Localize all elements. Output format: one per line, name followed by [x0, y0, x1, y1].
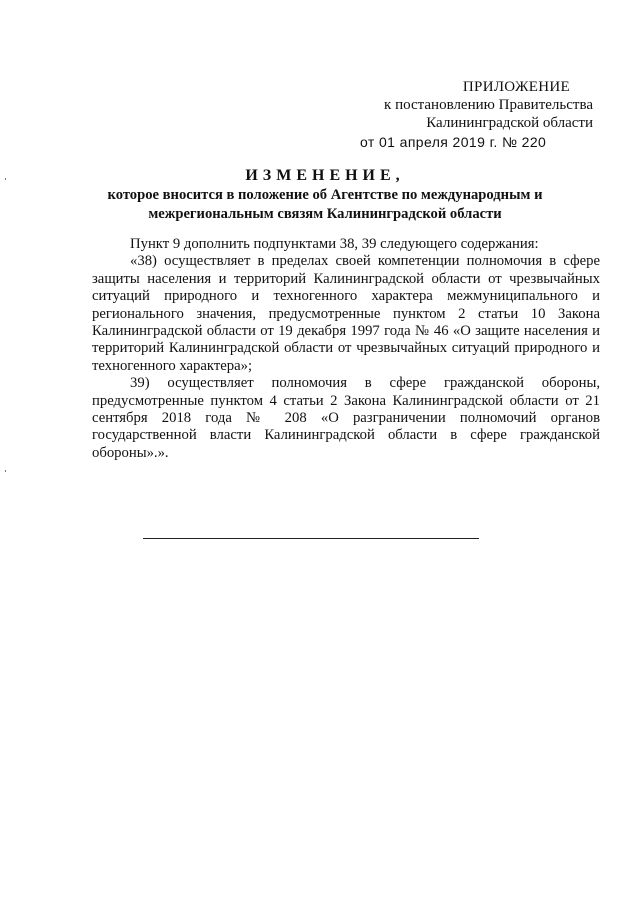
closing-rule [143, 538, 479, 539]
document-heading [90, 166, 560, 224]
appendix-date: от 01 апреля 2019 г. № 220 [360, 134, 547, 150]
heading-subtitle: межрегиональным связям Калининградской области [148, 206, 502, 222]
appendix-title: ПРИЛОЖЕНИЕ [462, 79, 570, 95]
body-paragraph: 39) осуществляет полномочия в сфере гражданской обороны, предусмотренные пунктом 4 статьи 2 Закона Калининградской области от 21 сентября 2018 года № 208 «О разграничении полномочий органов государственной власти Калининградской области в сфере гражданской обороны».». [92, 375, 600, 461]
appendix-line: к постановлению Правительства [384, 97, 593, 113]
scan-mark [5, 178, 6, 180]
heading-title: ИЗМЕНЕНИЕ, [245, 167, 405, 184]
document-body [92, 236, 600, 462]
scan-mark [5, 470, 6, 472]
heading-subtitle: которое вносится в положение об Агентстве по международным и [107, 187, 543, 203]
appendix-line: Калининградской области [426, 115, 593, 131]
body-paragraph: Пункт 9 дополнить подпунктами 38, 39 следующего содержания: [130, 236, 539, 252]
appendix-block [360, 78, 600, 151]
body-paragraph: «38) осуществляет в пределах своей компетенции полномочия в сфере защиты населения и территорий Калининградской области от чрезвычайных ситуаций природного и техногенного характера межмуниципального и регионального значения, предусмотренные пунктом 2 статьи 10 Закона Калининградской области от 19 декабря 1997 года № 46 «О защите населения и территорий Калининградской области от чрезвычайных ситуаций природного и техногенного характера»; [92, 253, 600, 374]
